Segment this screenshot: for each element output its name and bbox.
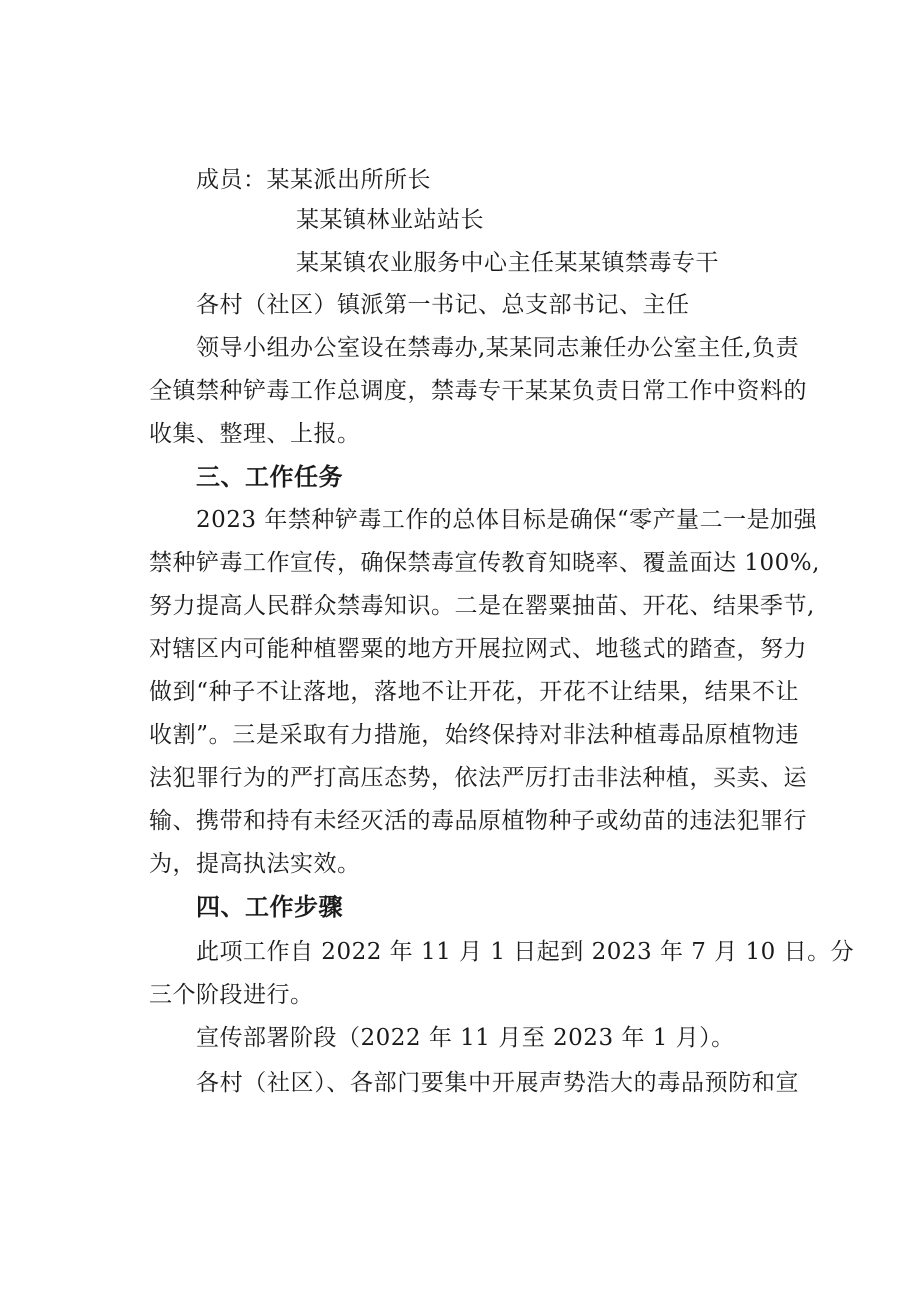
stage-1-text: 各村（社区）、各部门要集中开展声势浩大的毒品预防和宣 <box>196 1070 799 1096</box>
section-3-line-8: 输、携带和持有未经灭活的毒品原植物种子或幼苗的违法犯罪行 <box>149 808 807 834</box>
members-line-3: 某某镇农业服务中心主任某某镇禁毒专干 <box>296 250 719 276</box>
section-3-line-2: 禁种铲毒工作宣传，确保禁毒宣传教育知晓率、覆盖面达 100%, <box>149 550 820 576</box>
members-line-1: 成员：某某派出所所长 <box>196 167 431 193</box>
office-paragraph-line-1: 领导小组办公室设在禁毒办,某某同志兼任办公室主任,负责 <box>196 335 800 361</box>
office-paragraph-line-2: 全镇禁种铲毒工作总调度，禁毒专干某某负责日常工作中资料的 <box>149 378 807 404</box>
office-paragraph-line-3: 收集、整理、上报。 <box>149 421 361 447</box>
section-3-line-5: 做到“种子不让落地，落地不让开花，开花不让结果，结果不让 <box>149 679 799 705</box>
section-3-line-7: 法犯罪行为的严打高压态势，依法严厉打击非法种植，买卖、运 <box>149 765 807 791</box>
stage-1-title: 宣传部署阶段（2022 年 11 月至 2023 年 1 月）。 <box>196 1025 735 1051</box>
section-3-line-6: 收割”。三是采取有力措施，始终保持对非法种植毒品原植物违 <box>149 722 799 748</box>
members-line-2: 某某镇林业站站长 <box>296 207 484 233</box>
section-3-line-9: 为，提高执法实效。 <box>149 851 361 877</box>
section-4-line-2: 三个阶段进行。 <box>149 982 314 1008</box>
section-4-heading: 四、工作步骤 <box>196 893 343 921</box>
members-line-4: 各村（社区）镇派第一书记、总支部书记、主任 <box>196 292 690 318</box>
section-3-line-1: 2023 年禁种铲毒工作的总体目标是确保“零产量二一是加强 <box>196 507 818 533</box>
section-3-heading: 三、工作任务 <box>196 463 343 491</box>
section-3-line-3: 努力提高人民群众禁毒知识。二是在罂粟抽苗、开花、结果季节, <box>149 593 815 619</box>
section-4-line-1: 此项工作自 2022 年 11 月 1 日起到 2023 年 7 月 10 日。分 <box>196 939 855 965</box>
section-3-line-4: 对辖区内可能种植罂粟的地方开展拉网式、地毯式的踏查，努力 <box>149 636 807 662</box>
